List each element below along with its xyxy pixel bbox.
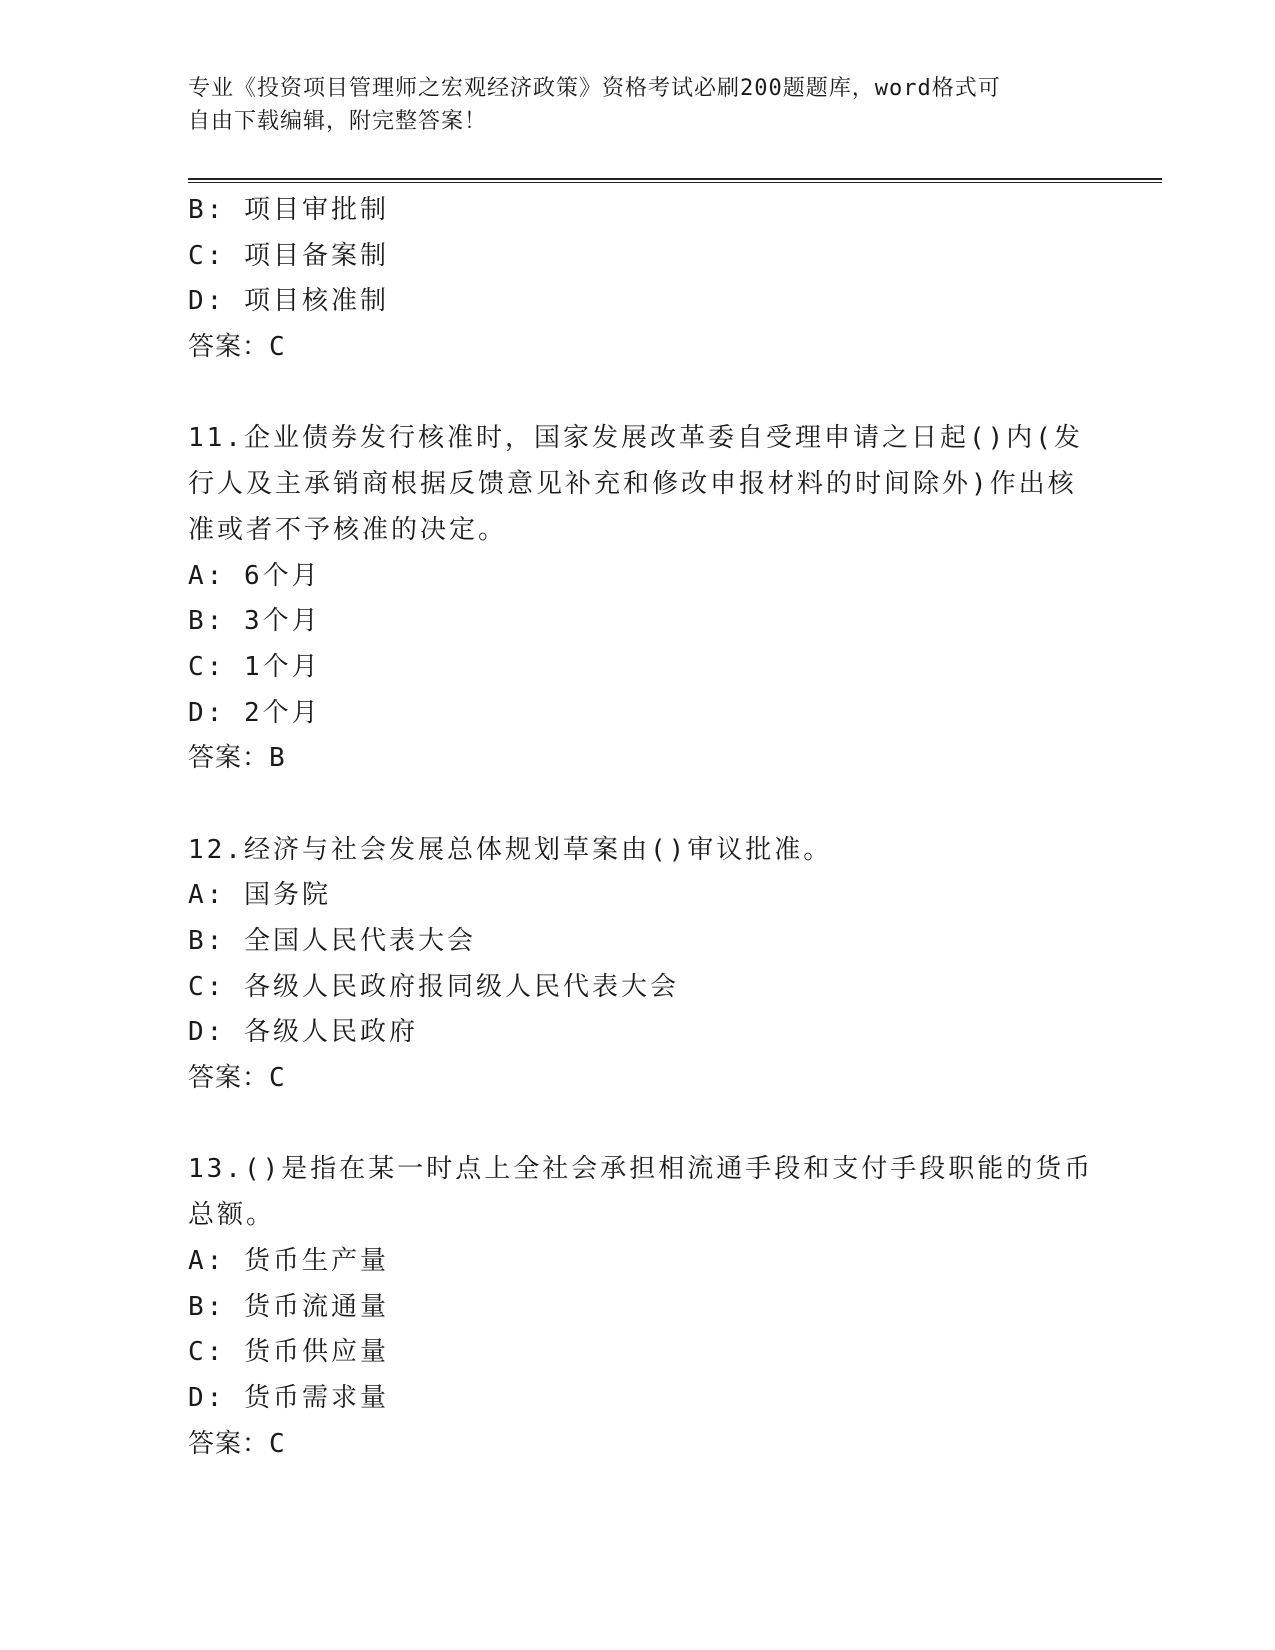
option-a: A: 货币生产量 bbox=[188, 1245, 389, 1276]
answer-line: 答案：C bbox=[188, 1428, 286, 1459]
question-11 bbox=[188, 416, 1088, 782]
question-13 bbox=[188, 1147, 1094, 1467]
question-stem-line: 准或者不予核准的决定。 bbox=[188, 514, 508, 545]
option-c: C: 货币供应量 bbox=[188, 1337, 389, 1368]
answer-line: 答案：C bbox=[188, 1063, 286, 1094]
spacer bbox=[188, 371, 1088, 417]
option-c: C: 项目备案制 bbox=[188, 240, 389, 271]
question-stem-line: 11.企业债券发行核准时，国家发展改革委自受理申请之日起()内(发 bbox=[188, 423, 1083, 454]
question-stem-line: 行人及主承销商根据反馈意见补充和修改申报材料的时间除外)作出核 bbox=[188, 469, 1077, 500]
header-line-1: 专业《投资项目管理师之宏观经济政策》资格考试必刷200题题库，word格式可 bbox=[188, 76, 1001, 101]
question-stem-line: 13.()是指在某一时点上全社会承担相流通手段和支付手段职能的货币 bbox=[188, 1154, 1094, 1185]
question-list bbox=[188, 188, 1094, 1467]
question-stem-line: 总额。 bbox=[188, 1200, 276, 1231]
header-line-2: 自由下载编辑，附完整答案！ bbox=[188, 109, 488, 134]
spacer bbox=[188, 782, 1088, 828]
option-c: C: 1个月 bbox=[188, 651, 321, 682]
option-b: B: 货币流通量 bbox=[188, 1291, 389, 1322]
option-d: D: 货币需求量 bbox=[188, 1382, 389, 1413]
question-stem-line: 12.经济与社会发展总体规划草案由()审议批准。 bbox=[188, 834, 833, 865]
option-d: D: 2个月 bbox=[188, 697, 321, 728]
option-b: B: 项目审批制 bbox=[188, 195, 389, 225]
header-divider bbox=[188, 178, 1162, 183]
question-10-tail bbox=[188, 188, 1088, 371]
option-d: D: 各级人民政府 bbox=[188, 1017, 418, 1048]
option-c: C: 各级人民政府报同级人民代表大会 bbox=[188, 971, 679, 1002]
question-12 bbox=[188, 828, 1088, 1102]
option-b: B: 全国人民代表大会 bbox=[188, 926, 476, 956]
option-d: D: 项目核准制 bbox=[188, 286, 389, 317]
page-header bbox=[188, 72, 1068, 138]
answer-line: 答案：C bbox=[188, 332, 286, 363]
option-a: A: 6个月 bbox=[188, 560, 321, 591]
option-b: B: 3个月 bbox=[188, 606, 321, 637]
answer-line: 答案：B bbox=[188, 743, 286, 774]
spacer bbox=[188, 1102, 1088, 1148]
option-a: A: 国务院 bbox=[188, 880, 331, 911]
